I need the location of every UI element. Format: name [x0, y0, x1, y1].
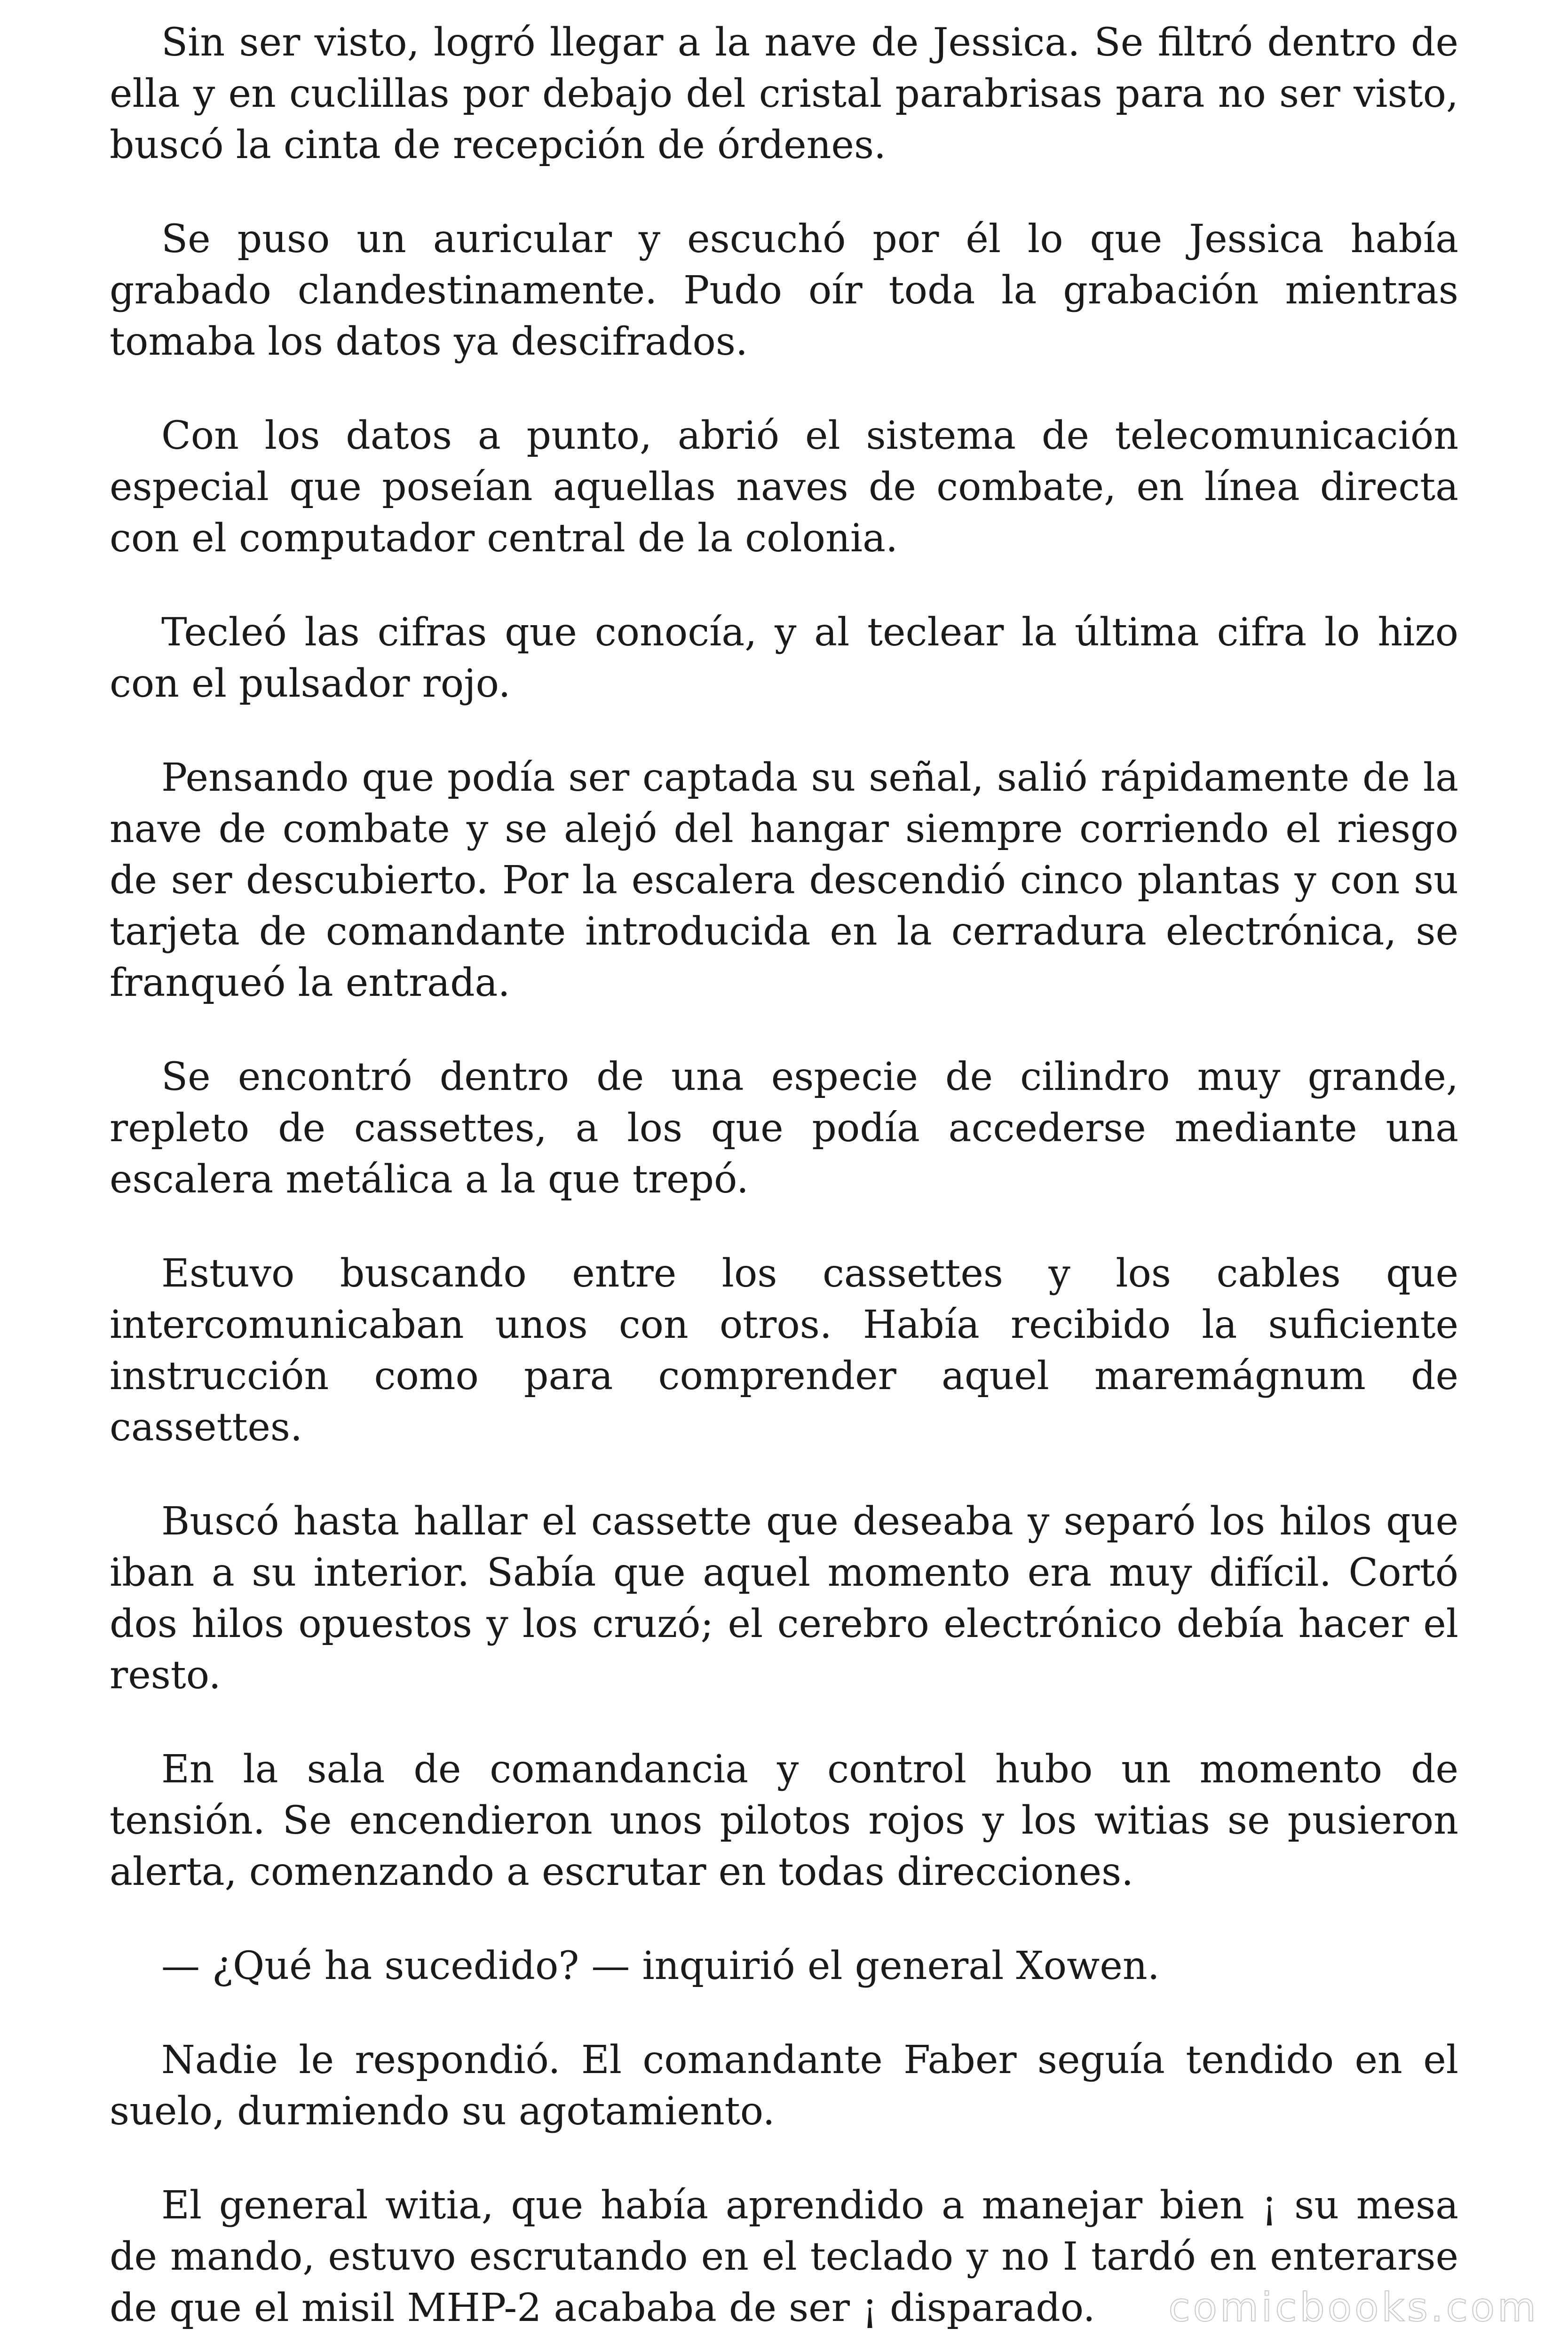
paragraph: Estuvo buscando entre los cassettes y los cables que intercomunicaban unos con otros. Había recibido la suficiente instrucción como para comprender aquel maremágnum de cassettes.	[110, 1251, 1458, 1450]
paragraph: Pensando que podía ser captada su señal, salió rápidamente de la nave de combate y se alejó del hangar siempre corriendo el riesgo de ser descubierto. Por la escalera descendió cinco plantas y con su tarjeta de comandante introducida en la cerradura electrónica, se franqueó la entrada.	[110, 755, 1458, 1005]
dialogue-line: — ¿Qué ha sucedido? — inquirió el general Xowen.	[161, 1944, 1160, 1988]
page-text	[110, 17, 1458, 2334]
paragraph: Tecleó las cifras que conocía, y al teclear la última cifra lo hizo con el pulsador rojo.	[110, 610, 1458, 706]
paragraph: En la sala de comandancia y control hubo un momento de tensión. Se encendieron unos pilotos rojos y los witias se pusieron alerta, comenzando a escrutar en todas direcciones.	[110, 1747, 1458, 1894]
paragraph: Nadie le respondió. El comandante Faber seguía tendido en el suelo, durmiendo su agotamiento.	[110, 2038, 1458, 2134]
paragraph: Con los datos a punto, abrió el sistema de telecomunicación especial que poseían aquellas naves de combate, en línea directa con el computador central de la colonia.	[110, 413, 1458, 561]
watermark: comicbooks.com	[1168, 2284, 1539, 2330]
paragraph: El general witia, que había aprendido a manejar bien ¡ su mesa de mando, estuvo escrutando en el teclado y no I tardó en enterarse de que el misil MHP-2 acababa de ser ¡ disparado.	[110, 2183, 1458, 2330]
paragraph: Sin ser visto, logró llegar a la nave de Jessica. Se filtró dentro de ella y en cuclillas por debajo del cristal parabrisas para no ser visto, buscó la cinta de recepción de órdenes.	[110, 20, 1458, 167]
paragraph: Se encontró dentro de una especie de cilindro muy grande, repleto de cassettes, a los que podía accederse mediante una escalera metálica a la que trepó.	[110, 1055, 1458, 1202]
paragraph: Se puso un auricular y escuchó por él lo que Jessica había grabado clandestinamente. Pudo oír toda la grabación mientras tomaba los datos ya descifrados.	[110, 217, 1458, 364]
paragraph: Buscó hasta hallar el cassette que deseaba y separó los hilos que iban a su interior. Sabía que aquel momento era muy difícil. Cortó dos hilos opuestos y los cruzó; el cerebro electrónico debía hacer el resto.	[110, 1499, 1458, 1698]
